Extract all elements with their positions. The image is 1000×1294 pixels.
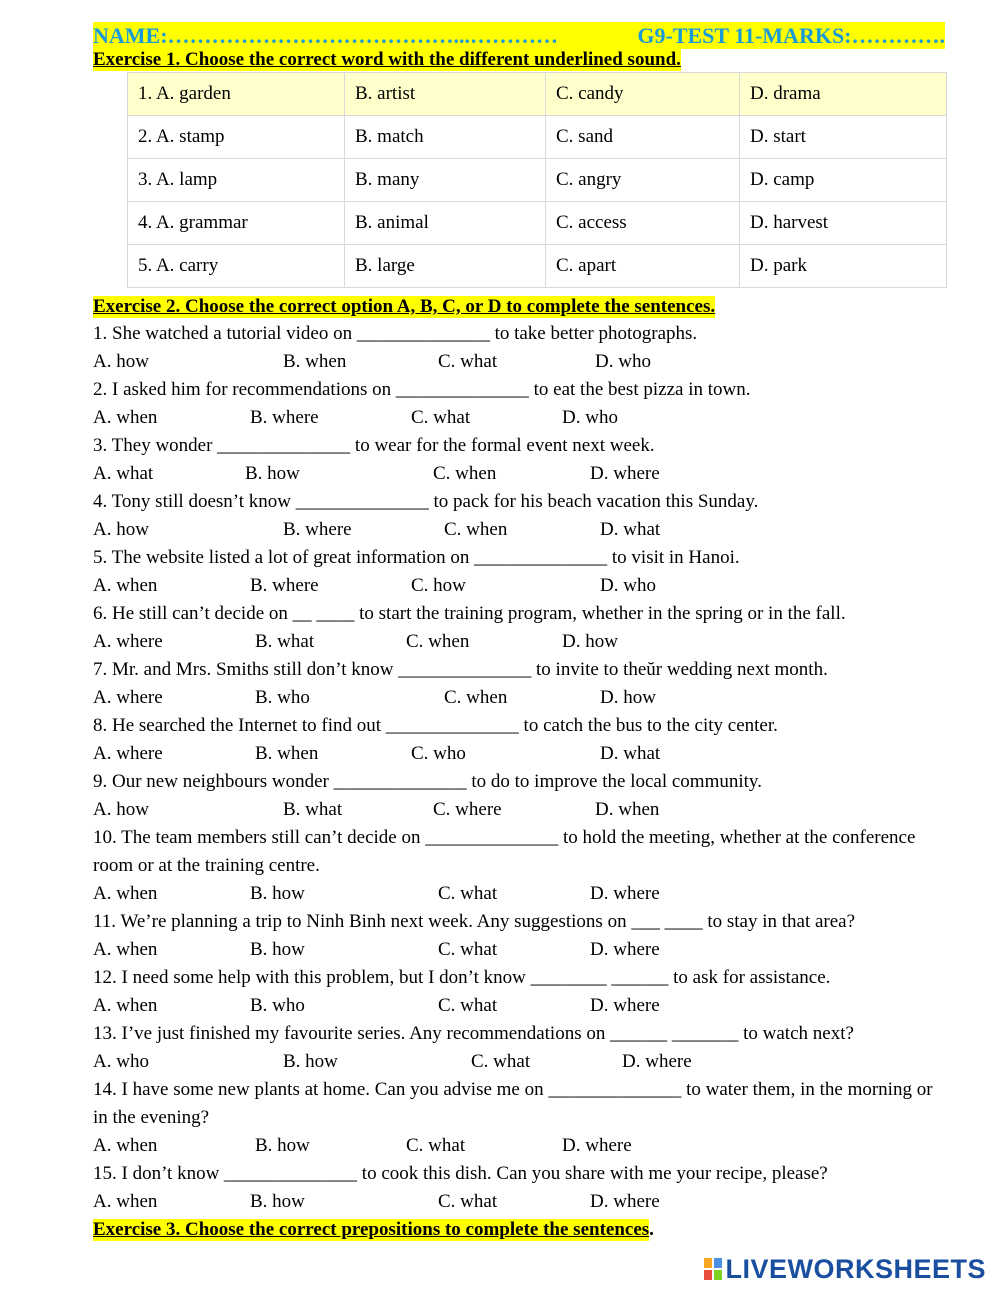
- option-cell[interactable]: C. access: [546, 202, 740, 245]
- answer-option[interactable]: A. when: [93, 407, 158, 428]
- answer-option[interactable]: B. who: [250, 995, 305, 1016]
- answer-options: [93, 404, 953, 432]
- answer-option[interactable]: B. how: [250, 1191, 305, 1212]
- liveworksheets-logo: [704, 1254, 986, 1284]
- answer-option[interactable]: D. where: [590, 463, 660, 484]
- answer-options: [93, 1132, 953, 1160]
- answer-option[interactable]: B. when: [255, 743, 319, 764]
- exercise3-heading-end: .: [649, 1219, 654, 1240]
- table-row: [128, 245, 947, 288]
- answer-option[interactable]: C. what: [438, 1191, 498, 1212]
- question-text: 6. He still can’t decide on __ ____ to start the training program, whether in the spring or in the fall.: [93, 603, 846, 624]
- option-cell[interactable]: B. animal: [345, 202, 546, 245]
- answer-option[interactable]: A. when: [93, 575, 158, 596]
- answer-option[interactable]: A. when: [93, 1135, 158, 1156]
- option-cell[interactable]: D. camp: [740, 159, 947, 202]
- answer-option[interactable]: C. where: [433, 799, 502, 820]
- answer-option[interactable]: C. when: [433, 463, 497, 484]
- answer-option[interactable]: A. how: [93, 351, 149, 372]
- answer-option[interactable]: B. how: [283, 1051, 338, 1072]
- answer-option[interactable]: B. how: [255, 1135, 310, 1156]
- exercise1-heading: Exercise 1. Choose the correct word with the different underlined sound.: [93, 49, 681, 70]
- exercise2-heading: Exercise 2. Choose the correct option A, B, C, or D to complete the sentences.: [93, 296, 716, 317]
- answer-option[interactable]: C. what: [471, 1051, 531, 1072]
- answer-option[interactable]: C. what: [438, 939, 498, 960]
- question-text: 9. Our new neighbours wonder ______________ to do to improve the local community.: [93, 771, 762, 792]
- answer-option[interactable]: C. when: [444, 687, 508, 708]
- answer-option[interactable]: A. where: [93, 631, 163, 652]
- answer-option[interactable]: D. how: [600, 687, 656, 708]
- answer-option[interactable]: D. where: [590, 939, 660, 960]
- answer-option[interactable]: D. how: [562, 631, 618, 652]
- exercise3-heading: Exercise 3. Choose the correct prepositions to complete the sentences: [93, 1219, 650, 1240]
- option-cell[interactable]: 2. A. stamp: [128, 116, 345, 159]
- answer-option[interactable]: C. how: [411, 575, 466, 596]
- answer-option[interactable]: D. who: [595, 351, 651, 372]
- answer-option[interactable]: B. where: [250, 575, 319, 596]
- logo-text: LIVEWORKSHEETS: [725, 1253, 986, 1284]
- answer-options: [93, 572, 953, 600]
- answer-option[interactable]: C. what: [438, 351, 498, 372]
- question-text: 13. I’ve just finished my favourite series. Any recommendations on ______ _______ to watch next?: [93, 1023, 854, 1044]
- answer-option[interactable]: D. what: [600, 519, 661, 540]
- answer-option[interactable]: B. who: [255, 687, 310, 708]
- logo-mark-icon: [704, 1258, 722, 1280]
- answer-option[interactable]: B. what: [255, 631, 315, 652]
- answer-option[interactable]: B. what: [283, 799, 343, 820]
- answer-option[interactable]: A. how: [93, 799, 149, 820]
- answer-option[interactable]: D. when: [595, 799, 660, 820]
- answer-options: [93, 936, 953, 964]
- answer-option[interactable]: B. where: [283, 519, 352, 540]
- option-cell[interactable]: 3. A. lamp: [128, 159, 345, 202]
- option-cell[interactable]: C. angry: [546, 159, 740, 202]
- question-text: 7. Mr. and Mrs. Smiths still don’t know ______________ to invite to theŭr wedding next month.: [93, 659, 828, 680]
- option-cell[interactable]: D. start: [740, 116, 947, 159]
- table-row: [128, 159, 947, 202]
- option-cell[interactable]: B. match: [345, 116, 546, 159]
- answer-option[interactable]: C. when: [406, 631, 470, 652]
- question-text: 11. We’re planning a trip to Ninh Binh next week. Any suggestions on ___ ____ to stay in that area?: [93, 911, 856, 932]
- question-text: 1. She watched a tutorial video on ______________ to take better photographs.: [93, 323, 698, 344]
- answer-option[interactable]: A. how: [93, 519, 149, 540]
- option-cell[interactable]: B. artist: [345, 73, 546, 116]
- worksheet-page: [93, 22, 953, 1244]
- answer-option[interactable]: D. who: [600, 575, 656, 596]
- question-text: 15. I don’t know ______________ to cook this dish. Can you share with me your recipe, please?: [93, 1163, 828, 1184]
- answer-option[interactable]: D. where: [590, 883, 660, 904]
- answer-options: [93, 796, 953, 824]
- question-text: 8. He searched the Internet to find out ______________ to catch the bus to the city center.: [93, 715, 778, 736]
- answer-option[interactable]: A. when: [93, 883, 158, 904]
- option-cell[interactable]: B. many: [345, 159, 546, 202]
- answer-options: [93, 516, 953, 544]
- option-cell[interactable]: 4. A. grammar: [128, 202, 345, 245]
- answer-options: [93, 460, 953, 488]
- answer-option[interactable]: C. what: [406, 1135, 466, 1156]
- answer-options: [93, 740, 953, 768]
- answer-option[interactable]: A. who: [93, 1051, 149, 1072]
- question-text: 5. The website listed a lot of great information on ______________ to visit in Hanoi.: [93, 547, 740, 568]
- option-cell[interactable]: 1. A. garden: [128, 73, 345, 116]
- test-marks-label: G9-TEST 11-MARKS:………….: [637, 23, 945, 48]
- answer-option[interactable]: A. where: [93, 743, 163, 764]
- exercise2-questions: [93, 320, 953, 1216]
- question-text: 10. The team members still can’t decide on ______________ to hold the meeting, whether at the conference room or at the training centre.: [93, 827, 916, 876]
- answer-option[interactable]: A. when: [93, 1191, 158, 1212]
- answer-options: [93, 992, 953, 1020]
- answer-option[interactable]: B. how: [245, 463, 300, 484]
- option-cell[interactable]: D. drama: [740, 73, 947, 116]
- answer-option[interactable]: D. where: [562, 1135, 632, 1156]
- table-row: [128, 73, 947, 116]
- answer-options: [93, 880, 953, 908]
- answer-options: [93, 1048, 953, 1076]
- table-row: [128, 202, 947, 245]
- answer-option[interactable]: C. what: [411, 407, 471, 428]
- question-text: 14. I have some new plants at home. Can you advise me on ______________ to water them, in the morning or in the evening?: [93, 1079, 933, 1128]
- question-text: 12. I need some help with this problem, but I don’t know ________ ______ to ask for assistance.: [93, 967, 831, 988]
- answer-option[interactable]: A. when: [93, 995, 158, 1016]
- answer-option[interactable]: D. where: [590, 995, 660, 1016]
- option-cell[interactable]: C. apart: [546, 245, 740, 288]
- answer-option[interactable]: A. what: [93, 463, 154, 484]
- answer-option[interactable]: B. where: [250, 407, 319, 428]
- answer-options: [93, 1188, 953, 1216]
- table-row: [128, 116, 947, 159]
- answer-option[interactable]: A. when: [93, 939, 158, 960]
- question-text: 3. They wonder ______________ to wear for the formal event next week.: [93, 435, 655, 456]
- option-cell[interactable]: 5. A. carry: [128, 245, 345, 288]
- answer-option[interactable]: C. what: [438, 883, 498, 904]
- exercise1-table: [127, 72, 947, 288]
- option-cell[interactable]: C. sand: [546, 116, 740, 159]
- question-text: 2. I asked him for recommendations on ______________ to eat the best pizza in town.: [93, 379, 751, 400]
- answer-option[interactable]: C. who: [411, 743, 466, 764]
- option-cell[interactable]: D. harvest: [740, 202, 947, 245]
- answer-option[interactable]: B. how: [250, 939, 305, 960]
- answer-option[interactable]: B. how: [250, 883, 305, 904]
- answer-options: [93, 348, 953, 376]
- answer-option[interactable]: A. where: [93, 687, 163, 708]
- answer-option[interactable]: B. when: [283, 351, 347, 372]
- answer-option[interactable]: C. what: [438, 995, 498, 1016]
- answer-option[interactable]: D. where: [622, 1051, 692, 1072]
- answer-option[interactable]: D. what: [600, 743, 661, 764]
- option-cell[interactable]: B. large: [345, 245, 546, 288]
- option-cell[interactable]: D. park: [740, 245, 947, 288]
- question-text: 4. Tony still doesn’t know ______________ to pack for his beach vacation this Sunday.: [93, 491, 759, 512]
- answer-options: [93, 628, 953, 656]
- answer-options: [93, 684, 953, 712]
- exercise1-table-wrap: [127, 72, 947, 288]
- name-field-label[interactable]: NAME:…………………………………...…………: [93, 23, 559, 48]
- answer-option[interactable]: D. who: [562, 407, 618, 428]
- answer-option[interactable]: C. when: [444, 519, 508, 540]
- title-line: [93, 22, 945, 49]
- answer-option[interactable]: D. where: [590, 1191, 660, 1212]
- option-cell[interactable]: C. candy: [546, 73, 740, 116]
